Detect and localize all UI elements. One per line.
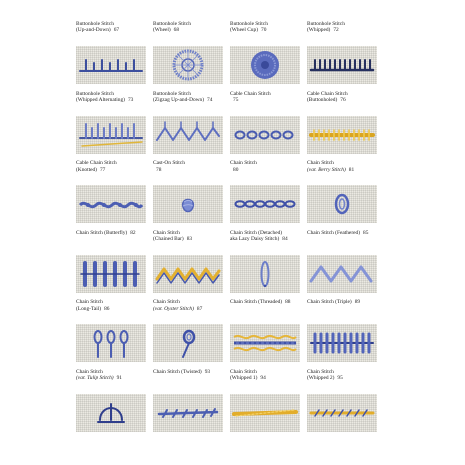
stitch-sample-image — [153, 185, 223, 223]
stitch-name: Chain Stitch — [76, 299, 103, 306]
stitch-name: Buttonhole Stitch — [230, 21, 268, 27]
stitch-variant: (Zigzag Up-and-Down) — [153, 97, 205, 103]
stitch-label — [230, 230, 300, 254]
stitch-name: Chain Stitch — [76, 368, 103, 375]
stitch-variant: (Knotted) — [76, 166, 97, 173]
stitch-name: Buttonhole Stitch — [76, 21, 114, 27]
stitch-label — [76, 369, 146, 393]
stitch-sample-image — [76, 394, 146, 432]
stitch-page-number: 67 — [113, 27, 120, 34]
stitch-variant: (Whipped 1) — [230, 375, 258, 382]
stitch-label — [153, 160, 223, 184]
stitch-variant: (Whipped 2) — [307, 375, 335, 382]
stitch-sample-image — [307, 255, 377, 293]
stitch-label — [153, 369, 223, 393]
stitch-variant: (var. Oyster Stitch) — [153, 305, 194, 312]
stitch-page-number: 82 — [130, 229, 136, 236]
stitch-entry — [153, 21, 223, 91]
stitch-variant: (Buttonholed) — [307, 97, 338, 103]
stitch-page-number: 74 — [207, 97, 213, 103]
stitch-name: Chain Stitch (Twisted) — [153, 368, 202, 375]
stitch-name: Cast-On Stitch — [153, 160, 185, 167]
stitch-sample-image — [153, 116, 223, 154]
stitch-name: Cable Chain Stitch — [230, 90, 271, 97]
stitch-sample-image — [76, 324, 146, 362]
stitch-variant: (var. Berry Stitch) — [307, 166, 346, 173]
stitch-label — [230, 299, 300, 323]
stitch-label — [307, 230, 377, 254]
stitch-entry — [307, 21, 377, 91]
stitch-grid — [76, 21, 377, 439]
stitch-label — [307, 369, 377, 393]
stitch-entry — [307, 299, 377, 369]
stitch-sample-image — [230, 255, 300, 293]
stitch-name: Chain Stitch — [230, 368, 257, 375]
stitch-entry — [76, 160, 146, 230]
stitch-entry — [230, 369, 300, 439]
stitch-page-number: 73 — [127, 97, 134, 103]
stitch-label — [153, 299, 223, 323]
stitch-name: Chain Stitch — [153, 229, 180, 236]
stitch-name: Chain Stitch — [307, 160, 334, 167]
stitch-sample-image — [76, 185, 146, 223]
stitch-label — [76, 91, 146, 115]
stitch-entry — [230, 299, 300, 369]
stitch-label — [230, 91, 300, 115]
stitch-entry — [307, 230, 377, 300]
stitch-page-number: 87 — [196, 305, 203, 312]
stitch-name: Chain Stitch (Threaded) — [230, 299, 283, 306]
stitch-page-number: 78 — [156, 166, 162, 173]
stitch-label — [307, 160, 377, 184]
stitch-entry — [307, 91, 377, 161]
stitch-page-number: 76 — [340, 97, 346, 103]
stitch-name: Buttonhole Stitch — [153, 90, 191, 97]
stitch-name: Chain Stitch — [230, 160, 257, 167]
stitch-page-number: 85 — [363, 229, 369, 236]
stitch-name: Chain Stitch (Butterfly) — [76, 229, 128, 236]
stitch-page-number: 88 — [285, 299, 291, 306]
stitch-variant: (Whipped Alternating) — [76, 97, 125, 103]
stitch-sample-image — [307, 46, 377, 84]
stitch-page-number: 89 — [354, 299, 361, 306]
stitch-sample-image — [153, 324, 223, 362]
stitch-sample-image — [76, 46, 146, 84]
stitch-page-number: 70 — [261, 27, 267, 34]
stitch-sample-image — [307, 394, 377, 432]
stitch-variant: (Wheel Cup) — [230, 27, 258, 34]
stitch-entry — [230, 91, 300, 161]
stitch-entry — [76, 299, 146, 369]
stitch-sample-image — [153, 255, 223, 293]
stitch-label — [230, 369, 300, 393]
stitch-sample-image — [230, 185, 300, 223]
stitch-label — [76, 21, 146, 45]
stitch-variant: (Long-Tail) — [76, 305, 102, 312]
stitch-label — [76, 299, 146, 323]
stitch-page-number: 91 — [116, 375, 122, 382]
stitch-page-number: 68 — [173, 27, 180, 34]
stitch-page-number: 81 — [348, 166, 355, 173]
stitch-page-number: 93 — [204, 368, 211, 375]
stitch-name: Chain Stitch (Detached) — [230, 229, 283, 236]
stitch-sample-image — [307, 116, 377, 154]
stitch-name: Cable Chain Stitch — [307, 90, 348, 97]
stitch-page-number: 72 — [333, 27, 339, 34]
stitch-page-number: 80 — [233, 166, 239, 173]
stitch-entry — [153, 91, 223, 161]
stitch-sample-image — [307, 324, 377, 362]
stitch-name: Buttonhole Stitch — [153, 21, 191, 27]
stitch-sample-image — [307, 185, 377, 223]
stitch-sample-image — [76, 116, 146, 154]
stitch-entry — [307, 369, 377, 439]
stitch-entry — [230, 21, 300, 91]
stitch-variant: (Chained Bar) — [153, 236, 184, 243]
stitch-page-number: 83 — [186, 236, 193, 243]
stitch-label — [230, 21, 300, 45]
stitch-page-number: 84 — [282, 236, 288, 243]
stitch-sample-image — [153, 394, 223, 432]
stitch-variant: (Up-and-Down) — [76, 27, 111, 34]
stitch-label — [153, 91, 223, 115]
stitch-sample-image — [153, 46, 223, 84]
stitch-label — [76, 160, 146, 184]
stitch-entry — [76, 369, 146, 439]
stitch-name: Buttonhole Stitch — [307, 21, 345, 27]
stitch-name: Cable Chain Stitch — [76, 160, 117, 167]
stitch-entry — [76, 91, 146, 161]
stitch-sample-image — [230, 324, 300, 362]
stitch-page-number: 77 — [99, 166, 106, 173]
stitch-entry — [230, 230, 300, 300]
stitch-sample-image — [230, 394, 300, 432]
stitch-name: Chain Stitch (Triple) — [307, 299, 352, 306]
stitch-page-number: 86 — [104, 305, 110, 312]
stitch-entry — [153, 369, 223, 439]
stitch-name: Chain Stitch (Feathered) — [307, 229, 360, 236]
stitch-name: Chain Stitch — [307, 368, 334, 375]
stitch-page-number: 95 — [337, 375, 343, 382]
stitch-label — [307, 299, 377, 323]
stitch-entry — [153, 160, 223, 230]
stitch-label — [76, 230, 146, 254]
stitch-entry — [230, 160, 300, 230]
stitch-variant: (Whipped) — [307, 27, 331, 34]
stitch-entry — [76, 21, 146, 91]
stitch-name: Buttonhole Stitch — [76, 90, 114, 97]
stitch-page-number: 94 — [260, 375, 266, 382]
stitch-variant: aka Lazy Daisy Stitch) — [230, 236, 280, 243]
stitch-label — [307, 91, 377, 115]
stitch-variant: (var. Tulip Stitch) — [76, 375, 114, 382]
stitch-entry — [153, 299, 223, 369]
stitch-entry — [153, 230, 223, 300]
stitch-sample-image — [230, 46, 300, 84]
stitch-page-number: 75 — [233, 97, 239, 103]
stitch-label — [307, 21, 377, 45]
stitch-sample-image — [76, 255, 146, 293]
stitch-sample-image — [230, 116, 300, 154]
stitch-name: Chain Stitch — [153, 299, 180, 306]
stitch-entry — [307, 160, 377, 230]
stitch-label — [230, 160, 300, 184]
stitch-variant: (Wheel) — [153, 27, 171, 34]
stitch-label — [153, 230, 223, 254]
stitch-entry — [76, 230, 146, 300]
stitch-label — [153, 21, 223, 45]
